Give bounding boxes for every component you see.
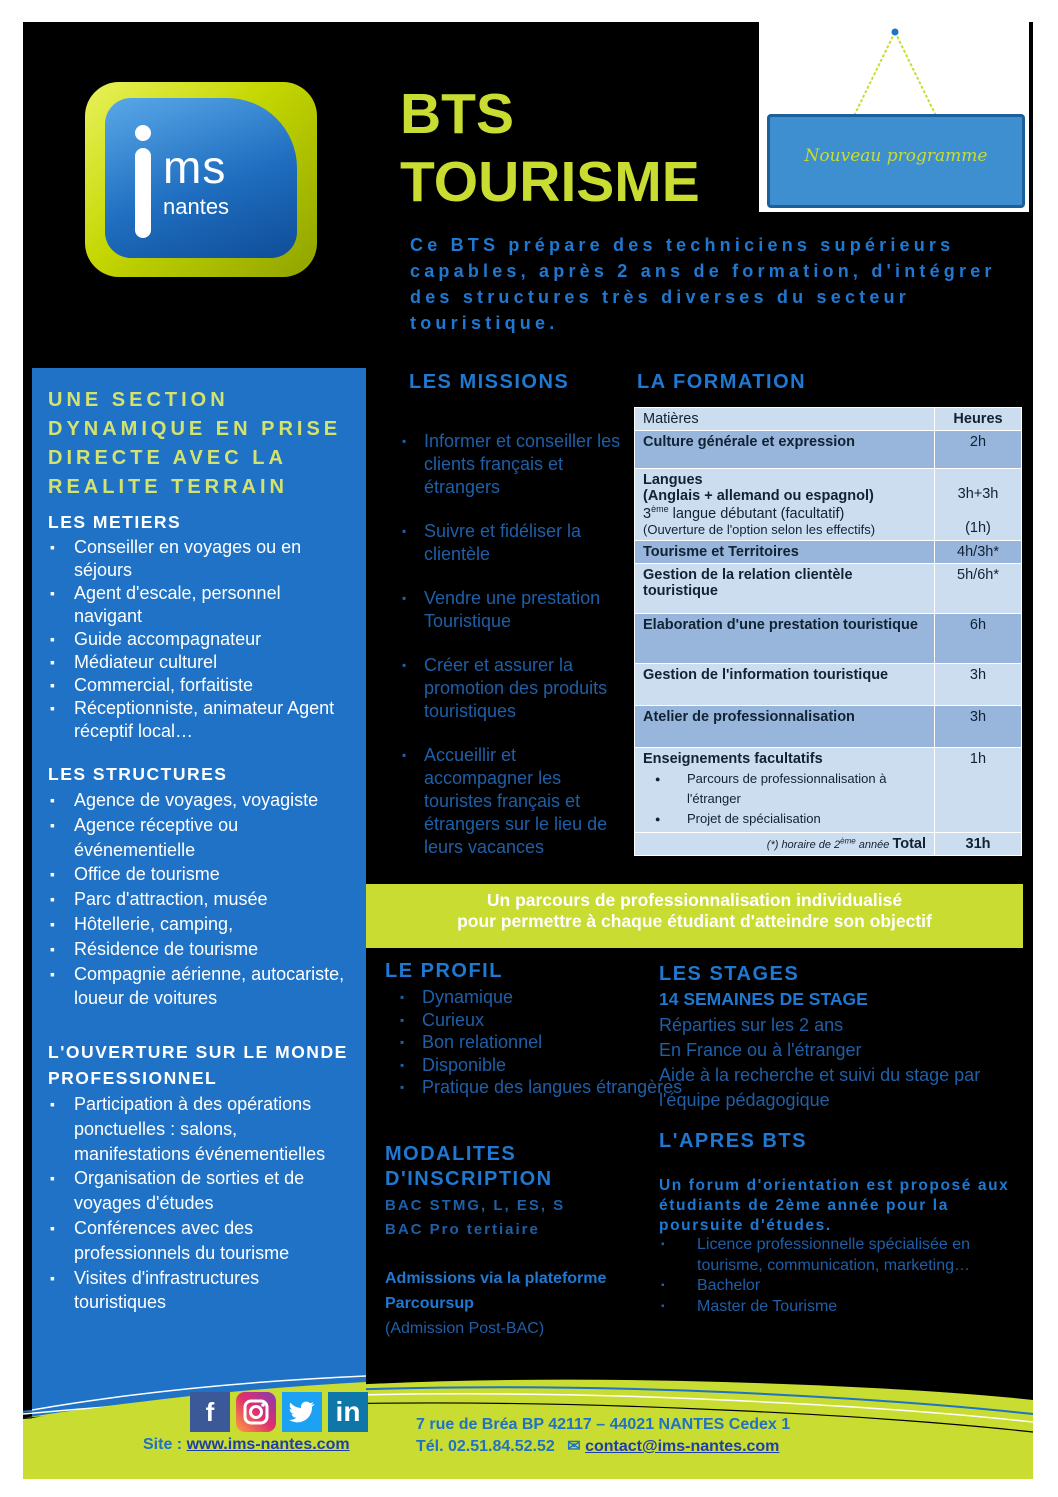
list-item: ▪ Conseiller en voyages ou en séjours bbox=[48, 536, 348, 582]
langue3-num: 3 bbox=[643, 505, 652, 522]
list-item: ▪ Bachelor bbox=[659, 1276, 1019, 1297]
list-item: ▪ Suivre et fidéliser la clientèle bbox=[398, 520, 628, 566]
table-total-row bbox=[635, 832, 1022, 855]
banner bbox=[366, 884, 1023, 948]
list-item: ▪ Conférences avec des professionnels du tourisme bbox=[48, 1216, 348, 1266]
metiers-list bbox=[48, 536, 348, 743]
langue3-note: (Ouverture de l'option selon les effectifs) bbox=[643, 521, 876, 537]
logo-text-nantes: nantes bbox=[163, 194, 230, 219]
list-item: ▪ Agent d'escale, personnel navigant bbox=[48, 582, 348, 628]
langues-hours: 3h+3h bbox=[957, 486, 999, 502]
ouverture-title: L'OUVERTURE SUR LE MONDE PROFESSIONNEL bbox=[48, 1042, 348, 1088]
facultatifs-title: Enseignements facultatifs bbox=[643, 750, 823, 767]
modalites-admission bbox=[385, 1266, 606, 1341]
stages-title: LES STAGES bbox=[659, 963, 800, 985]
list-item: ▪ Accueillir et accompagner les touristes français et étrangers sur le lieu de leurs vacances bbox=[398, 744, 628, 859]
title-line-1: BTS bbox=[400, 82, 514, 146]
table-row bbox=[635, 540, 1022, 563]
table-cell: Tourisme et Territoires bbox=[635, 540, 935, 563]
langue3-sup: ème bbox=[651, 504, 669, 514]
address-line: 7 rue de Bréa BP 42117 – 44021 NANTES Cedex 1 bbox=[416, 1416, 791, 1433]
col-header-heures: Heures bbox=[935, 408, 1022, 431]
total-value: 31h bbox=[935, 832, 1022, 855]
list-item: ▪ Organisation de sorties et de voyages d'études bbox=[48, 1166, 348, 1216]
ouverture-list bbox=[48, 1092, 348, 1315]
list-item: ▪ Agence de voyages, voyagiste bbox=[48, 788, 348, 813]
table-row bbox=[635, 705, 1022, 747]
left-heading: UNE SECTION DYNAMIQUE EN PRISE DIRECTE AVEC LA REALITE TERRAIN bbox=[48, 389, 342, 498]
admission-line-1: Admissions via la plateforme bbox=[385, 1270, 607, 1287]
list-item: ▪ Créer et assurer la promotion des produits touristiques bbox=[398, 654, 628, 723]
modalites-title-2: D'INSCRIPTION bbox=[385, 1168, 553, 1190]
total-label: Total bbox=[892, 835, 926, 852]
table-cell bbox=[635, 747, 935, 832]
metiers-title: LES METIERS bbox=[48, 512, 182, 532]
footer-site bbox=[143, 1436, 350, 1454]
mail-icon: ✉ bbox=[567, 1438, 581, 1455]
table-cell: 5h/6h* bbox=[935, 563, 1022, 613]
stages-line-3: Aide à la recherche et suivi du stage par l'équipe pédagogique bbox=[659, 1065, 981, 1110]
bac-line-1: BAC STMG, L, ES, S bbox=[385, 1197, 566, 1214]
profil-list bbox=[396, 986, 682, 1099]
structures-list bbox=[48, 788, 348, 1011]
page bbox=[23, 22, 1033, 1479]
list-item: ▪ Pratique des langues étrangères bbox=[396, 1076, 682, 1099]
col-header-matieres: Matières bbox=[635, 408, 935, 431]
instagram-icon[interactable] bbox=[236, 1392, 276, 1432]
stages-details bbox=[659, 1013, 1023, 1113]
footnote-pre: (*) horaire de 2 bbox=[766, 838, 841, 851]
list-item: ▪ Résidence de tourisme bbox=[48, 937, 348, 962]
table-cell: Culture générale et expression bbox=[635, 431, 935, 469]
logo-i-dot bbox=[135, 125, 151, 141]
bac-line-2: BAC Pro tertiaire bbox=[385, 1221, 540, 1238]
structures-title: LES STRUCTURES bbox=[48, 764, 228, 784]
table-row bbox=[635, 613, 1022, 663]
list-item: ● Projet de spécialisation bbox=[643, 809, 926, 829]
twitter-icon[interactable] bbox=[282, 1392, 322, 1432]
table-cell: Atelier de professionnalisation bbox=[635, 705, 935, 747]
table-row bbox=[635, 663, 1022, 705]
list-item: ▪ Guide accompagnateur bbox=[48, 628, 348, 651]
table-cell: 3h bbox=[935, 663, 1022, 705]
table-cell: 4h/3h* bbox=[935, 540, 1022, 563]
list-item: ▪ Informer et conseiller les clients français et étrangers bbox=[398, 430, 628, 499]
banner-line-1: Un parcours de professionnalisation individualisé bbox=[486, 890, 903, 910]
ouverture-section bbox=[48, 1039, 348, 1315]
list-item: ▪ Bon relationnel bbox=[396, 1031, 682, 1054]
intro-text: Ce BTS prépare des techniciens supérieurs capables, après 2 ans de formation, d'intégrer des structures très diverses du secteur touristique. bbox=[410, 235, 996, 333]
sign-text: Nouveau programme bbox=[804, 146, 988, 166]
contact-line bbox=[416, 1436, 790, 1458]
footnote-sup: ème bbox=[840, 836, 856, 846]
metiers-section bbox=[48, 512, 348, 743]
list-item: ▪ Médiateur culturel bbox=[48, 651, 348, 674]
stages-weeks: 14 SEMAINES DE STAGE bbox=[659, 989, 868, 1009]
list-item: ▪ Licence professionnelle spécialisée en tourisme, communication, marketing… bbox=[659, 1235, 1019, 1276]
structures-section bbox=[48, 764, 348, 1011]
profil-title: LE PROFIL bbox=[385, 960, 503, 982]
logo-text-ms: ms bbox=[163, 141, 227, 193]
langue3-line bbox=[643, 504, 926, 522]
logo-i-bar bbox=[135, 148, 151, 238]
list-item: ▪ Réceptionniste, animateur Agent réceptif local… bbox=[48, 697, 348, 743]
facebook-icon[interactable]: f bbox=[190, 1392, 230, 1432]
formation-title: LA FORMATION bbox=[637, 371, 807, 393]
missions-list bbox=[398, 430, 628, 880]
footer-address bbox=[416, 1414, 790, 1458]
email-link[interactable]: contact@ims-nantes.com bbox=[585, 1438, 780, 1455]
table-cell bbox=[935, 469, 1022, 541]
table-cell: 1h bbox=[935, 747, 1022, 832]
linkedin-icon[interactable]: in bbox=[328, 1392, 368, 1432]
table-cell bbox=[635, 832, 935, 855]
list-item: ▪ Parc d'attraction, musée bbox=[48, 887, 348, 912]
list-item: ▪ Commercial, forfaitiste bbox=[48, 674, 348, 697]
table-row bbox=[635, 431, 1022, 469]
table-cell: 3h bbox=[935, 705, 1022, 747]
stages-line-2: En France ou à l'étranger bbox=[659, 1040, 862, 1060]
table-header-row bbox=[635, 408, 1022, 431]
list-item: ● Parcours de professionnalisation à l'étranger bbox=[643, 769, 926, 809]
page-title bbox=[400, 80, 700, 216]
table-row bbox=[635, 469, 1022, 541]
modalites-title-1: MODALITES bbox=[385, 1143, 517, 1165]
list-item: ▪ Dynamique bbox=[396, 986, 682, 1009]
stages-line-1: Réparties sur les 2 ans bbox=[659, 1015, 844, 1035]
facultatifs-list bbox=[643, 769, 926, 829]
apres-forum: Un forum d'orientation est proposé aux étudiants de 2ème année pour la poursuite d'études. bbox=[659, 1177, 1010, 1234]
missions-title: LES MISSIONS bbox=[409, 371, 570, 393]
langue3-text: langue débutant (facultatif) bbox=[668, 505, 845, 522]
site-label: Site : bbox=[143, 1436, 187, 1453]
langues-sub: (Anglais + allemand ou espagnol) bbox=[643, 488, 874, 504]
table-cell: 6h bbox=[935, 613, 1022, 663]
list-item: ▪ Hôtellerie, camping, bbox=[48, 912, 348, 937]
admission-line-2: Parcoursup bbox=[385, 1295, 474, 1312]
modalites-bac bbox=[385, 1194, 565, 1242]
admission-line-3: (Admission Post-BAC) bbox=[385, 1320, 545, 1337]
table-cell: Elaboration d'une prestation touristique bbox=[635, 613, 935, 663]
table-row bbox=[635, 747, 1022, 832]
apres-list bbox=[659, 1235, 1019, 1317]
list-item: ▪ Master de Tourisme bbox=[659, 1297, 1019, 1318]
langue3-hours: (1h) bbox=[965, 520, 991, 536]
langues-title: Langues bbox=[643, 472, 703, 488]
site-link[interactable]: www.ims-nantes.com bbox=[186, 1436, 350, 1453]
modalites-title bbox=[385, 1142, 553, 1192]
footnote-post: année bbox=[855, 838, 890, 851]
list-item: ▪ Curieux bbox=[396, 1009, 682, 1032]
phone: Tél. 02.51.84.52.52 bbox=[416, 1438, 555, 1455]
apres-title: L'APRES BTS bbox=[659, 1130, 807, 1152]
table-cell: 2h bbox=[935, 431, 1022, 469]
table-cell: Gestion de l'information touristique bbox=[635, 663, 935, 705]
banner-line-2: pour permettre à chaque étudiant d'atteindre son objectif bbox=[457, 911, 932, 931]
table-cell: Gestion de la relation clientèle touristique bbox=[635, 563, 935, 613]
formation-table bbox=[634, 407, 1022, 856]
list-item: ▪ Compagnie aérienne, autocariste, loueur de voitures bbox=[48, 962, 348, 1012]
list-item: ▪ Visites d'infrastructures touristiques bbox=[48, 1266, 348, 1316]
list-item: ▪ Disponible bbox=[396, 1054, 682, 1077]
table-row bbox=[635, 563, 1022, 613]
list-item: ▪ Office de tourisme bbox=[48, 862, 348, 887]
title-line-2: TOURISME bbox=[400, 150, 700, 214]
table-cell bbox=[635, 469, 935, 541]
list-item: ▪ Vendre une prestation Touristique bbox=[398, 587, 628, 633]
list-item: ▪ Participation à des opérations ponctuelles : salons, manifestations événementielles bbox=[48, 1092, 348, 1166]
list-item: ▪ Agence réceptive ou événementielle bbox=[48, 813, 348, 863]
